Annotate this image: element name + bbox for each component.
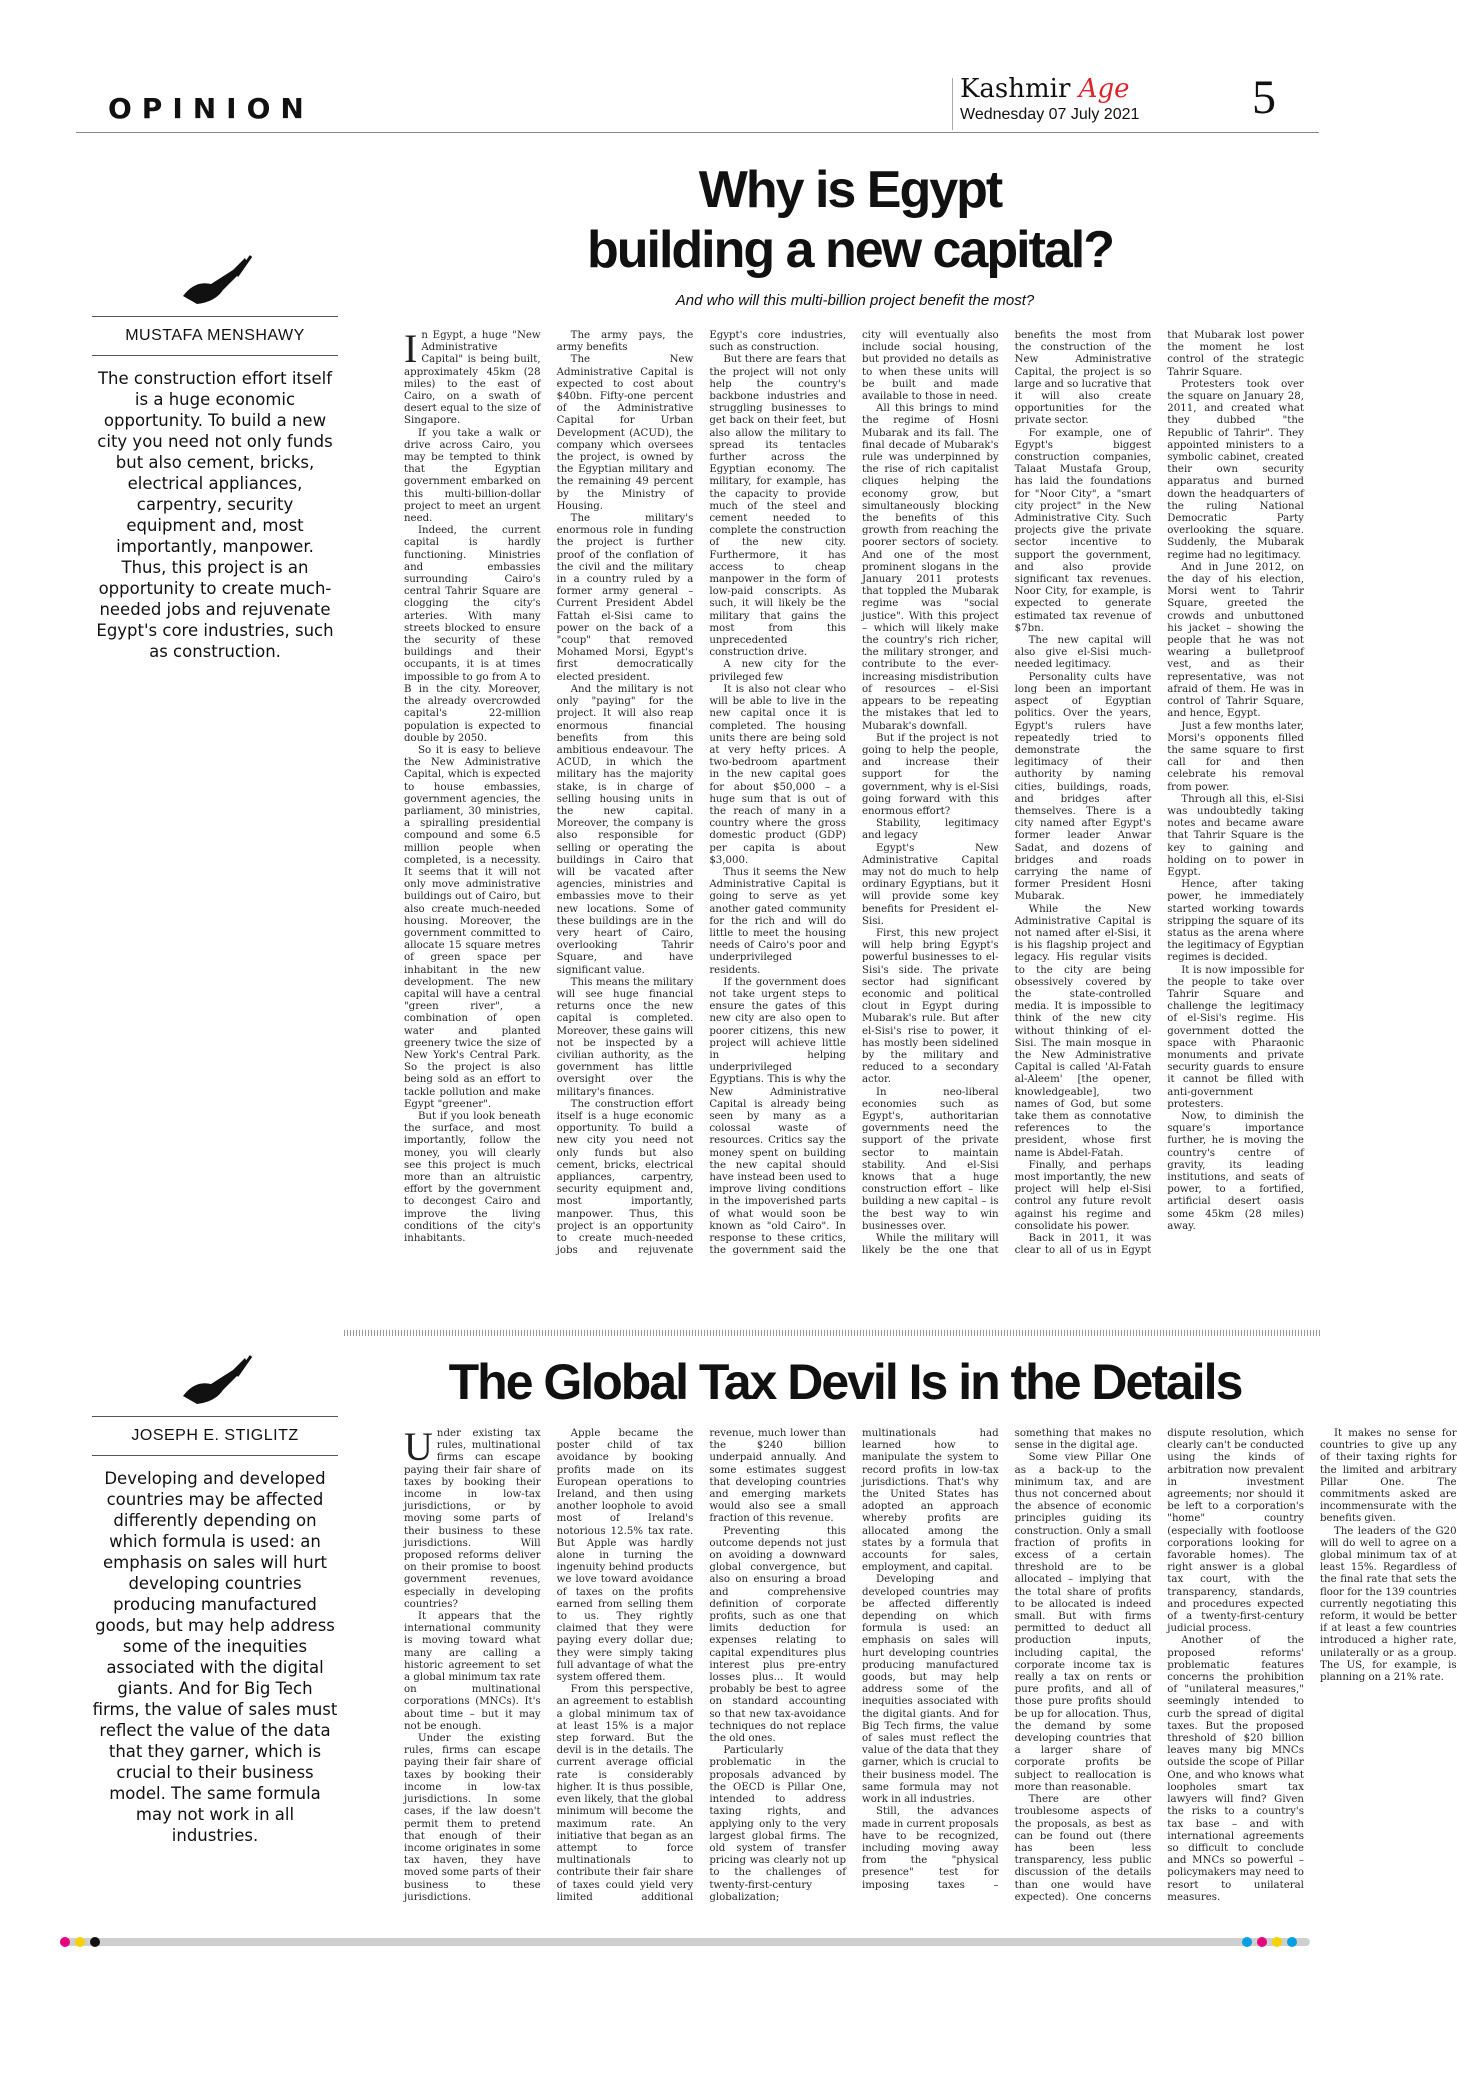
article-paragraph: Preventing this outcome depends not just on avoiding a downward global convergence, but also on ensuring a broad and comprehensive definition of corporate profits, such as one that limits deduction for expenses relating to capital expenditures plus interest plus pre-entry losses plus... It would probably be best to agree on standard accounting so that new tax-avoidance techniques do not replace the old ones. <box>709 1525 846 1745</box>
footer-dot <box>1272 1937 1282 1947</box>
article-paragraph: And the military is not only "paying" for the project. It will also reap enormous financial benefits from this ambitious endeavour. The ACUD, in which the military has the majority stake, is in charge of selling housing units in the new capital. Moreover, the company is also responsible for selling or operating the buildings in Cairo that will be vacated after agencies, ministries and embassies move to their new locations. Some of these buildings are in the very heart of Cairo, overlooking Tahrir Square, and have significant value. <box>556 683 694 976</box>
article-paragraph: Indeed, the current capital is hardly functioning. Ministries and embassies surrounding Cairo's central Tahrir Square are clogging the city's arteries. With many streets blocked to ensure the security of these buildings and their occupants, it is at times impossible to go from A to B in the city. Moreover, the already overcrowded capital's 22-million population is expected to double by 2050. <box>404 525 541 744</box>
paper-name-part1: Kashmir <box>960 74 1071 104</box>
footer-dot <box>1257 1937 1267 1947</box>
page-number: 5 <box>1252 71 1276 124</box>
article1-headline <box>510 160 1190 280</box>
article1-author-name: MUSTAFA MENSHAWY <box>125 327 305 344</box>
article-paragraph: Some view Pillar One as a back-up to the minimum tax, and are thus not concerned about the absence of economic principles guiding its construction. Only a small fraction of profits in excess of a certain threshold are to be allocated – implying that the total share of profits to be allocated is indeed small. But with firms permitted to deduct all production inputs, including capital, the corporate income tax is really a tax on rents or pure profits, and all of those pure profits should be up for allocation. Thus, the demand by some developing countries that a larger share of corporate profits be subject to reallocation is more than reasonable. <box>1014 1452 1152 1793</box>
paragraph-text: n Egypt, a huge "New Administrative Capital" is being built, approximately 45km (28 miles) to the east of Cairo, on a swath of desert equal to the size of Singapore. <box>404 330 541 427</box>
issue-date: Wednesday 07 July 2021 <box>960 106 1140 123</box>
article-paragraph: It is also not clear who will be able to live in the new capital once it is completed. The housing units there are being sold at very hefty prices. A two-bedroom apartment in the new capital goes for about $50,000 – a huge sum that is out of the reach of many in a country where the gross domestic product (GDP) per capita is about $3,000. <box>709 683 846 866</box>
article-paragraph: This means the military will see huge financial returns once the new capital is completed. Moreover, these gains will not be inspected by a civilian authority, as the government has little oversight over the military's finances. <box>556 976 694 1098</box>
article-paragraph: But if you look beneath the surface, and most importantly, follow the money, you will clearly see this project is much more than an altruistic effort by the government to decongest Cairo and improve the living conditions of the city's inhabitants. <box>404 1111 541 1245</box>
article-paragraph: The New Administrative Capital is expected to cost about $40bn. Fifty-one percent of the Administrative Capital for Urban Development (ACUD), the company which oversees the project, is owned by the Egyptian military and the remaining 49 percent by the Ministry of Housing. <box>556 354 694 512</box>
article-paragraph: Protesters took over the square on January 28, 2011, and created what they dubbed "the Republic of Tahrir". They appointed ministers to a symbolic cabinet, created their own security apparatus and burned down the headquarters of the ruling National Democratic Party overlooking the square. Suddenly, the Mubarak regime had no legitimacy. <box>1167 378 1304 561</box>
article-paragraph: Finally, and perhaps most importantly, the new project will help el-Sisi control any future revolt against his regime and consolidate his power. <box>1014 1159 1152 1232</box>
article-paragraph: And in June 2012, on the day of his election, Morsi went to Tahrir Square, greeted the crowds and unbuttoned his jacket – showing the people that he was not wearing a bulletproof vest, and as their representative, was not afraid of them. He was in control of Tahrir Square, and hence, Egypt. <box>1167 561 1304 720</box>
footer-dot <box>1242 1937 1252 1947</box>
article-paragraph: A new city for the privileged few <box>709 659 846 683</box>
article-paragraph: But there are fears that the project will not only help the country's backbone industries and struggling businesses to get back on their feet, but also allow the military to spread its tentacles further across the Egyptian economy. The military, for example, has the capacity to provide much of the steel and cement needed to complete the construction of the new city. Furthermore, it has access to cheap manpower in the form of low-paid conscripts. As such, it will likely be the military that gains the most from this unprecedented construction drive. <box>709 354 846 659</box>
article2-body <box>404 1424 1457 1910</box>
article-paragraph: Just a few months later, Morsi's opponents filled the same square to first call for and then celebrate his removal from power. <box>1167 720 1304 793</box>
article1-headline-line2: building a new capital? <box>586 221 1114 279</box>
author-rule-top <box>92 1416 338 1417</box>
drop-cap: I <box>404 326 418 371</box>
article-paragraph: Stability, legitimacy and legacy <box>861 818 999 842</box>
article-paragraph: If the government does not take urgent steps to ensure the gates of this new city are also open to poorer citizens, this new project will achieve little in helping underprivileged Egyptians. This is why the New Administrative Capital is already being seen by many as a colossal waste of resources. Critics say the money spent on building the new capital should have instead been used to improve living conditions in the impoverished parts of what would soon be known as "old Cairo". In response to these critics, the government said the city will eventually also include social housing, but provided no details as to when these units will be built and made available to those in need. <box>709 330 999 1257</box>
writing-hand-icon <box>175 1350 255 1410</box>
article-paragraph: So it is easy to believe the New Administrative Capital, which is expected to house embassies, government agencies, the parliament, 30 ministries, a spiralling presidential compound and some 6.5 million people when completed, is a necessity. It seems that it will not only move administrative buildings out of Cairo, but also create much-needed housing. Moreover, the government committed to allocate 15 square metres of green space per inhabitant in the new development. The new capital will have a central "green river", a combination of open water and planted greenery twice the size of New York's Central Park. So the project is also being sold as an effort to tackle pollution and make Egypt "greener". <box>404 744 541 1110</box>
article2-headline: The Global Tax Devil Is in the Details <box>448 1354 1242 1410</box>
paper-name-part2: Age <box>1078 74 1130 104</box>
article-paragraph: It appears that the international community is moving toward what many are calling a historic agreement to set a global minimum tax rate on multinational corporations (MNCs). It's about time – but it may not be enough. <box>404 1611 541 1732</box>
article-paragraph: All this brings to mind the regime of Hosni Mubarak and its fall. The final decade of Mubarak's rule was underpinned by the rise of rich capitalist cliques helping the economy grow, but simultaneously blocking the benefits of this growth from reaching the poorer sectors of society. And one of the most prominent slogans in the January 2011 protests that toppled the Mubarak regime was "social justice". With this project – which will likely make the country's rich richer, the military stronger, and contribute to the ever-increasing misdistribution of resources – el-Sisi appears to be repeating the mistakes that led to Mubarak's downfall. <box>861 403 999 732</box>
article-paragraph: Apple became the poster child of tax avoidance by booking profits made on its European operations to Ireland, and then using another loophole to avoid most of Ireland's notorious 12.5% tax rate. But Apple was hardly alone in turning the ingenuity behind products we love toward avoidance of taxes on the profits earned from selling them to us. They rightly claimed that they were paying every dollar due; they were simply taking full advantage of what the system offered them. <box>556 1428 694 1684</box>
article-divider <box>344 1330 1320 1336</box>
article1-pull-quote: The construction effort itself is a huge economic opportunity. To build a new city you need not only funds but also cement, bricks, electrical appliances, carpentry, security equipment and, most importantly, manpower. Thus, this project is an opportunity to create much-needed jobs and rejuvenate Egypt's core industries, such as construction. <box>96 369 334 661</box>
drop-cap: U <box>404 1424 433 1469</box>
article-paragraph: The new capital will also give el-Sisi much-needed legitimacy. <box>1014 635 1152 671</box>
article-paragraph: While the New Administrative Capital is not named after el-Sisi, it is his flagship project and legacy. His regular visits to the city are being obsessively covered by the state-controlled media. It is impossible to think of the new city without thinking of el-Sisi. The main mosque in the New Administrative Capital is called 'Al-Fatah al-Aleem' [the opener, knowledgeable], two names of God, but some take them as connotative references to the president, whose first name is Abdel-Fatah. <box>1014 903 1152 1159</box>
article-paragraph: The army pays, the army benefits <box>556 330 694 354</box>
author-rule-bottom <box>92 1455 338 1456</box>
article1-author-block <box>92 250 338 662</box>
article-paragraph: Developing and developed countries may be affected differently depending on which formula is used: an emphasis on sales will hurt developing countries producing manufactured goods, but may help address some of the inequities associated with the digital giants. And for Big Tech firms, the value of sales must reflect the value of the data that they garner, which is crucial to their business model. The same formula may not work in all industries. <box>861 1574 999 1806</box>
article1-headline-line1: Why is Egypt <box>698 161 1002 219</box>
article-paragraph: Back in 2011, it was clear to all of us in Egypt that Mubarak lost power the moment he lost control of the strategic Tahrir Square. <box>1014 330 1304 1257</box>
footer-dot <box>1287 1937 1297 1947</box>
writing-hand-icon <box>175 250 255 310</box>
footer-dot <box>60 1937 70 1947</box>
article-paragraph: It makes no sense for countries to give up any of their taxing rights for the limited and arbitrary Pillar One. The commitments asked are incommensurate with the benefits given. <box>1319 1428 1457 1525</box>
article-paragraph: The construction effort itself is a huge economic opportunity. To build a new city you need not only funds but also cement, bricks, electrical appliances, carpentry, security equipment and, most importantly, manpower. Thus, this project is an opportunity to create much-needed jobs and rejuvenate Egypt's core industries, such as construction. <box>556 330 846 1257</box>
article-paragraph: While the military will likely be the one that benefits the most from the construction of the New Administrative Capital, the project is so large and so lucrative that it will also create opportunities for the private sector. <box>861 330 1152 1257</box>
article-paragraph: From this perspective, an agreement to establish a global minimum tax of at least 15% is a major step forward. But the devil is in the details. The current average official rate is considerably higher. It is thus possible, even likely, that the global minimum will become the maximum rate. An initiative that began as an attempt to force multinationals to contribute their fair share of taxes could yield very limited additional revenue, much lower than the $240 billion underpaid annually. And some estimates suggest that developing countries and emerging markets would also see a small fraction of this revenue. <box>556 1428 846 1903</box>
masthead <box>960 74 1140 132</box>
masthead-divider <box>952 78 953 130</box>
article-paragraph: Under the existing rules, firms can escape paying their fair share of taxes by booking their income in low-tax jurisdictions. In some cases, if the law doesn't permit them to pretend that enough of their income originates in some tax haven, they have moved some parts of their business to these jurisdictions. <box>404 1733 541 1903</box>
article-paragraph <box>404 1424 541 1611</box>
article-paragraph: Another of the proposed reforms' problematic features concerns the prohibition of "unilateral measures," seemingly intended to curb the spread of digital taxes. But the proposed threshold of $20 billion leaves many big MNCs outside the scope of Pillar One, and who knows what loopholes smart tax lawyers will find? Given the risks to a country's tax base – and with international agreements so difficult to conclude and MNCs so powerful – policymakers may need to resort to unilateral measures. <box>1167 1635 1304 1903</box>
article1-body <box>404 326 1304 1338</box>
article1-subheadline: And who will this multi-billion project benefit the most? <box>675 292 1035 309</box>
article-paragraph: Thus it seems the New Administrative Capital is going to serve as yet another gated community for the rich and will do little to meet the housing needs of Cairo's poor and underprivileged residents. <box>709 866 846 976</box>
article-paragraph: It is now impossible for the people to take over Tahrir Square and challenge the legitimacy of el-Sisi's regime. His government dotted the space with Pharaonic monuments and private security guards to ensure it cannot be filled with anti-government protesters. <box>1167 964 1304 1110</box>
author-rule-top <box>92 316 338 317</box>
footer-dot <box>75 1937 85 1947</box>
footer-bar <box>60 1938 1310 1946</box>
article-paragraph: Egypt's New Administrative Capital may not do much to help ordinary Egyptians, but it will provide some key benefits for President el-Sisi. <box>861 842 999 927</box>
article-paragraph: There are other troublesome aspects of the proposals, as best as can be found out (there has been less transparency, less public discussion of the details than one would have expected). One concerns dispute resolution, which clearly can't be conducted using the kinds of arbitration now prevalent in investment agreements; nor should it be left to a corporation's "home" country (especially with footloose corporations looking for favorable homes). The right answer is a global tax court, with the transparency, standards, and procedures expected of a twenty-first-century judicial process. <box>1014 1428 1304 1903</box>
header-rule <box>76 132 1319 133</box>
footer-dot <box>90 1937 100 1947</box>
article2-author-block <box>92 1350 338 1846</box>
article-paragraph <box>404 326 541 428</box>
article-paragraph: In neo-liberal economies such as Egypt's, authoritarian governments need the support of the private sector to maintain stability. And el-Sisi knows that a huge construction effort – like building a new capital – is the best way to win businesses over. <box>861 1086 999 1232</box>
article-paragraph: Particularly problematic in the proposals advanced by the OECD is Pillar One, intended to address taxing rights, and applying only to the very largest global firms. The old system of transfer pricing was clearly not up to the challenges of twenty-first-century globalization; multinationals had learned how to manipulate the system to record profits in low-tax jurisdictions. That's why the United States has adopted an approach whereby profits are allocated among the states by a formula that accounts for sales, employment, and capital. <box>709 1428 999 1903</box>
article-paragraph: Still, the advances made in current proposals have to be recognized, including moving away from the "physical presence" test for imposing taxes – something that makes no sense in the digital age. <box>861 1428 1152 1891</box>
article2-pull-quote: Developing and developed countries may be affected differently depending on which formula is used: an emphasis on sales will hurt developing countries producing manufactured goods, but may help address some of the inequities associated with the digital giants. And for Big Tech firms, the value of sales must reflect the value of the data that they garner, which is crucial to their business model. The same formula may not work in all industries. <box>92 1469 338 1845</box>
article-paragraph: Through all this, el-Sisi was undoubtedly taking notes and became aware that Tahrir Square is the key to gaining and holding on to power in Egypt. <box>1167 793 1304 878</box>
article-paragraph: Now, to diminish the square's importance further, he is moving the country's centre of gravity, its leading institutions, and seats of power, to a fortified, artificial desert oasis some 45km (28 miles) away. <box>1167 1111 1304 1232</box>
article-paragraph: Personality cults have long been an important aspect of Egyptian politics. Over the years, Egypt's rulers have repeatedly tried to demonstrate the legitimacy of their authority by naming cities, buildings, roads, and bridges after themselves. There is a city named after Egypt's former leader Anwar Sadat, and dozens of bridges and roads carrying the name of former President Hosni Mubarak. <box>1014 671 1152 903</box>
paper-name <box>960 74 1140 104</box>
article-paragraph: But if the project is not going to help the people, and increase their support for the government, why is el-Sisi going forward with this enormous effort? <box>861 732 999 817</box>
paragraph-text: nder existing tax rules, multinational firms can escape paying their fair share of taxes by booking their income in low-tax jurisdictions, or by moving some parts of their business to these jurisdictions. Will proposed reforms deliver on their promise to boost government revenues, especially in developing countries? <box>404 1428 541 1610</box>
article2-author-name: JOSEPH E. STIGLITZ <box>131 1427 299 1444</box>
author-rule-bottom <box>92 355 338 356</box>
article-paragraph: For example, one of Egypt's biggest construction companies, Talaat Mustafa Group, has laid the foundations for "Noor City", a "smart city project" in the New Administrative City. Such projects give the private sector incentive to support the government, and also provide significant tax revenues. Noor City, for example, is expected to generate estimated tax revenue of $7bn. <box>1014 427 1152 634</box>
section-label: OPINION <box>108 92 314 125</box>
article-paragraph: Hence, after taking power, he immediately started working towards stripping the square of its status as the arena where the legitimacy of Egyptian regimes is decided. <box>1167 879 1304 964</box>
article-paragraph: The military's enormous role in funding the project is further proof of the conflation of the civil and the military in a country ruled by a former army general – Current President Abdel Fattah el-Sisi came to power on the back of a "coup" that removed Mohamed Morsi, Egypt's first democratically elected president. <box>556 513 694 683</box>
article-paragraph: If you take a walk or drive across Cairo, you may be tempted to think that the Egyptian government embarked on this multi-billion-dollar project to meet an urgent need. <box>404 427 541 525</box>
article-paragraph: The leaders of the G20 will do well to agree on a global minimum tax of at least 15%. Regardless of the final rate that sets the floor for the 139 countries currently negotiating this reform, it would be better if at least a few countries introduced a higher rate, unilaterally or as a group. The US, for example, is planning on a 21% rate. <box>1319 1525 1457 1684</box>
article-paragraph: First, this new project will help bring Egypt's powerful businesses to el-Sisi's side. The private sector had significant economic and political clout in Egypt during Mubarak's rule. But after el-Sisi's rise to power, it has mostly been sidelined by the military and reduced to a secondary actor. <box>861 927 999 1086</box>
